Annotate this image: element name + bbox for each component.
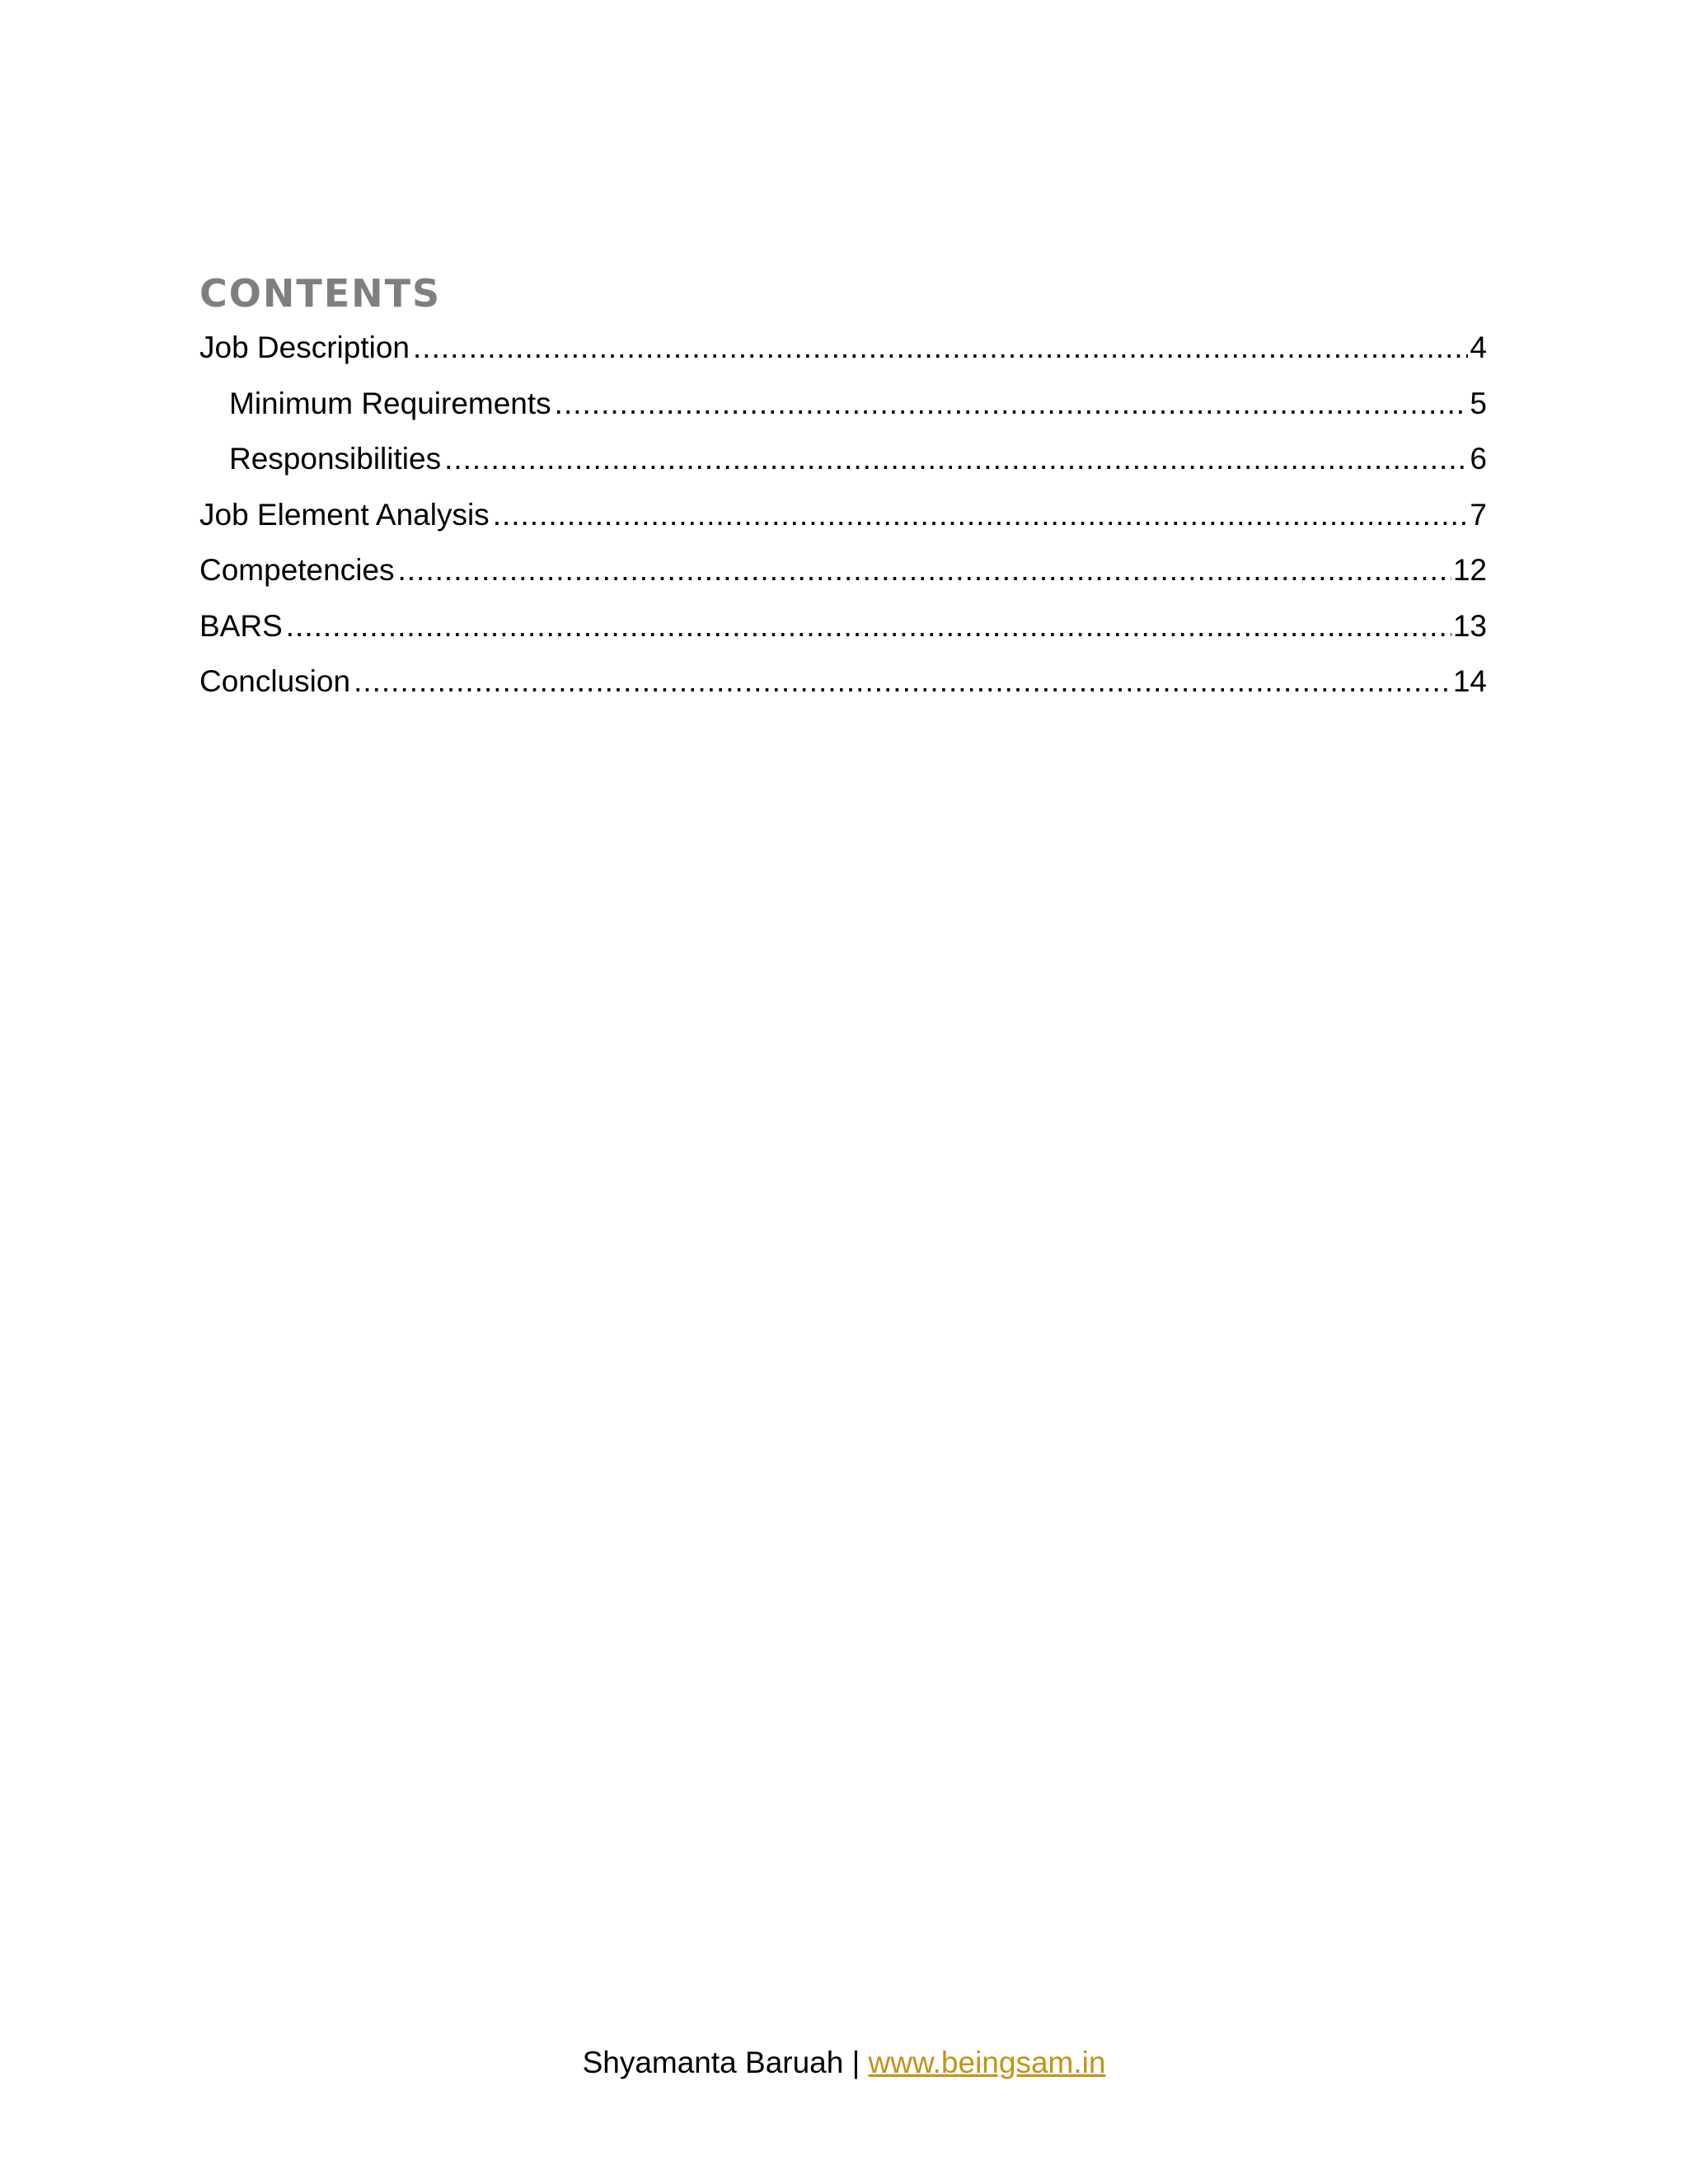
toc-entry-title: BARS: [199, 608, 283, 643]
toc-page-number: 13: [1452, 608, 1487, 643]
toc-dot-leader: [354, 654, 1451, 710]
toc-entry-competencies[interactable]: [199, 542, 1487, 598]
contents-heading: CONTENTS: [199, 271, 442, 316]
toc-dot-leader: [444, 431, 1468, 487]
toc-entry-conclusion[interactable]: [199, 654, 1487, 710]
toc-page-number: 6: [1470, 442, 1487, 476]
toc-dot-leader: [286, 598, 1451, 654]
toc-entry-title: Job Element Analysis: [199, 497, 490, 532]
toc-entry-title: Conclusion: [199, 664, 351, 698]
toc-entry-minimum-requirements[interactable]: [199, 376, 1487, 432]
page-footer: [0, 2042, 1688, 2083]
toc-entry-title: Responsibilities: [229, 442, 442, 476]
toc-page-number: 14: [1452, 664, 1487, 698]
toc-dot-leader: [413, 320, 1468, 376]
toc-dot-leader: [555, 376, 1469, 432]
toc-dot-leader: [493, 487, 1469, 543]
toc-page-number: 5: [1470, 386, 1487, 420]
footer-author: Shyamanta Baruah: [582, 2046, 844, 2079]
toc-entry-title: Job Description: [199, 330, 410, 364]
toc-entry-title: Minimum Requirements: [229, 386, 551, 420]
table-of-contents: [199, 320, 1487, 710]
toc-page-number: 12: [1452, 553, 1487, 587]
toc-entry-responsibilities[interactable]: [199, 431, 1487, 487]
toc-entry-title: Competencies: [199, 553, 395, 587]
toc-dot-leader: [398, 542, 1451, 598]
toc-entry-job-description[interactable]: [199, 320, 1487, 376]
toc-entry-bars[interactable]: [199, 598, 1487, 654]
toc-entry-job-element-analysis[interactable]: [199, 487, 1487, 543]
footer-website-link[interactable]: www.beingsam.in: [868, 2046, 1106, 2079]
toc-page-number: 7: [1470, 497, 1487, 532]
toc-page-number: 4: [1470, 330, 1487, 364]
footer-separator: |: [851, 2046, 860, 2079]
